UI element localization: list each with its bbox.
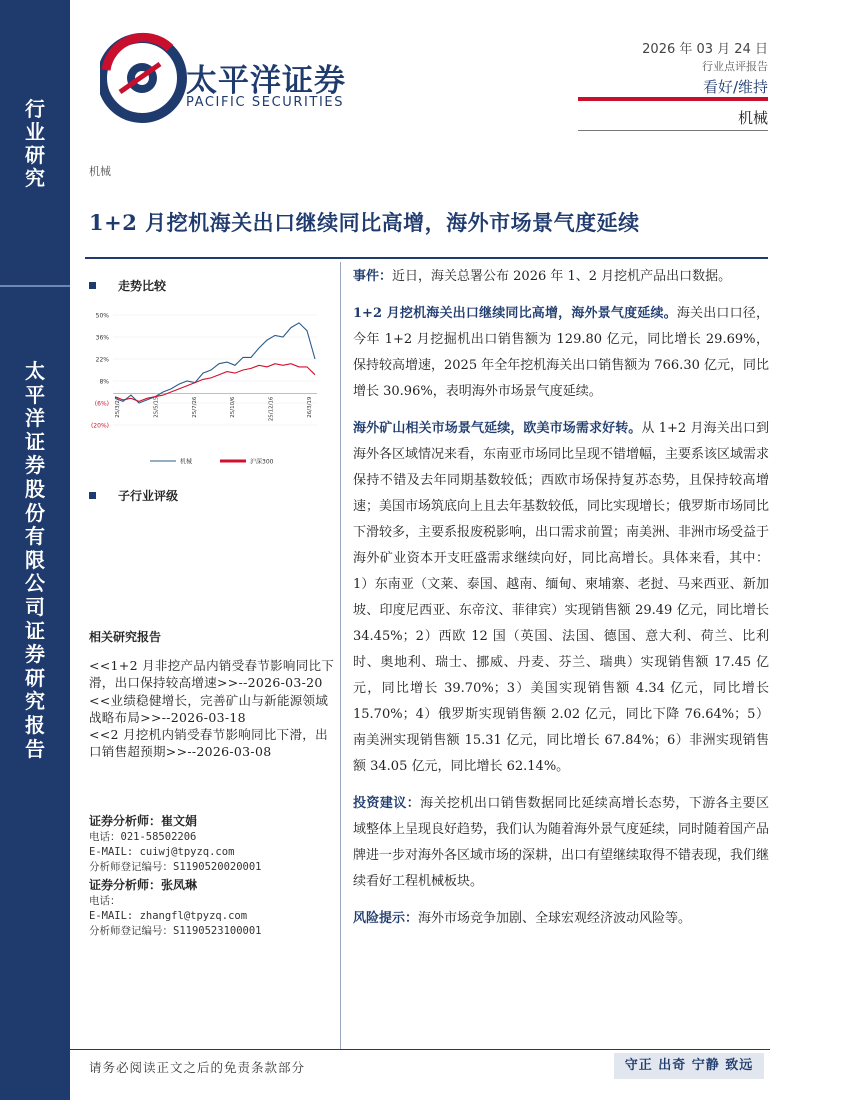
- left-sidebar: [0, 0, 70, 1100]
- x-tick-label: 26/3/19: [307, 396, 313, 418]
- sidebar-category: 行 业 研 究: [25, 97, 45, 190]
- regional-paragraph: [353, 416, 769, 780]
- industry-label: 机械: [737, 109, 768, 127]
- paragraph-heading: 事件：: [353, 269, 393, 284]
- paragraph-heading: 风险提示：: [353, 911, 419, 926]
- page-title: 1+2 月挖机海关出口继续同比高增，海外市场景气度延续: [89, 210, 640, 235]
- y-tick-label: (6%): [94, 400, 109, 408]
- series-line-csi300: [115, 364, 315, 402]
- analyst-name: 证券分析师：崔文娟: [89, 814, 198, 828]
- logo-chinese-name: 太平洋证券: [186, 63, 346, 99]
- report-body: [353, 264, 769, 943]
- y-tick-label: 22%: [95, 356, 109, 364]
- bullet-square-icon: [89, 282, 96, 289]
- x-tick-label: 25/3/24: [115, 396, 121, 418]
- related-report-link[interactable]: <<2 月挖机内销受春节影响同比下滑，出口销售超预期>>--2026-03-08: [89, 727, 328, 760]
- paragraph-text: 海关挖机出口销售数据同比延续高增长态势，下游各主要区域整体上呈现良好趋势，我们认为随着海外景气度延续，同时随着国产品牌进一步对海外各区域市场的深耕，出口有望继续取得不错表现，我们继续看好工程机械板块。: [353, 796, 770, 889]
- investment-paragraph: [353, 791, 769, 895]
- sidebar-divider: [0, 285, 70, 287]
- bullet-square-icon: [89, 492, 96, 499]
- logo-english-name: PACIFIC SECURITIES: [186, 95, 345, 110]
- analyst-phone: 电话：: [89, 894, 121, 907]
- y-tick-label: 50%: [95, 312, 109, 320]
- related-research-list: [89, 657, 337, 761]
- series-line-machinery: [115, 323, 315, 403]
- company-motto: 守正 出奇 宁静 致远: [614, 1053, 764, 1079]
- trend-heading: [89, 277, 166, 294]
- footer-rule: [70, 1049, 770, 1050]
- analyst-info: [89, 812, 339, 939]
- analyst-registration: 分析师登记编号：S1190520020001: [89, 861, 262, 874]
- y-tick-label: 8%: [99, 378, 109, 386]
- related-research-heading: 相关研究报告: [89, 630, 162, 644]
- trend-chart: [85, 305, 335, 475]
- x-tick-label: 25/12/16: [268, 396, 275, 422]
- header-accent-line: [578, 97, 768, 101]
- paragraph-text: 海关出口口径，今年 1+2 月挖掘机出口销售额为 129.80 亿元，同比增长 29.69%，保持较高增速，2025 年全年挖机海关出口销售额为 766.30 亿元，同比增长 30.96%，表明海外市场景气度延续。: [353, 306, 769, 399]
- risk-paragraph: [353, 906, 769, 932]
- legend-label: 机械: [180, 458, 193, 466]
- y-tick-label: (20%): [90, 422, 109, 430]
- paragraph-text: 从 1+2 月海关出口到海外各区域情况来看，东南亚市场同比呈现不错增幅，主要系该区域需求保持不错及去年同期基数较低；西欧市场保持复苏态势，且保持较高增速；美国市场筑底向上且去年基数较低，同比实现增长；俄罗斯市场同比下滑较多，主要系报废税影响，出口需求前置；南美洲、非洲市场受益于海外矿业资本开支旺盛需求继续向好，同比高增长。具体来看，其中：1）东南亚（文莱、泰国、越南、缅甸、柬埔寨、老挝、马来西亚、新加坡、印度尼西亚、东帝汶、菲律宾）实现销售额 29.49 亿元，同比增长 34.45%；2）西欧 12 国（英国、法国、德国、意大利、荷兰、比利时、奥地利、瑞士、挪威、丹麦、芬兰、瑞典）实现销售额 17.45 亿元，同比增长 39.70%；3）美国实现销售额 4.34 亿元，同比增长 15.70%；4）俄罗斯实现销售额 2.02 亿元，同比下降 76.64%；5）南美洲实现销售额 15.31 亿元，同比增长 67.84%；6）非洲实现销售额 34.05 亿元，同比增长 62.14%。: [353, 421, 770, 774]
- x-tick-label: 25/7/26: [191, 396, 198, 418]
- paragraph-text: 近日，海关总署公布 2026 年 1、2 月挖机产品出口数据。: [392, 269, 732, 284]
- analyst-email[interactable]: E-MAIL: zhangfl@tpyzq.com: [89, 909, 248, 922]
- paragraph-heading: 1+2 月挖机海关出口继续同比高增，海外景气度延续。: [353, 306, 677, 321]
- analyst-registration: 分析师登记编号：S1190523100001: [89, 925, 262, 938]
- paragraph-text: 海外市场竞争加剧、全球宏观经济波动风险等。: [418, 911, 692, 926]
- section-label: 机械: [89, 165, 111, 178]
- analyst-name: 证券分析师：张凤琳: [89, 877, 198, 892]
- sidebar-company: 太 平 洋 证 券 股 份 有 限 公 司 证 券 研 究 报 告: [25, 359, 45, 761]
- sub-industry-heading-label: 子行业评级: [118, 489, 179, 503]
- report-date: 2026 年 03 月 24 日: [642, 42, 768, 57]
- related-report-link[interactable]: <<1+2 月非挖产品内销受春节影响同比下滑，出口保持较高增速>>--2026-03-20: [89, 658, 335, 691]
- x-tick-label: 25/10/6: [230, 396, 237, 418]
- paragraph-heading: 投资建议：: [353, 796, 421, 811]
- column-separator: [340, 262, 341, 1050]
- legend-label: 沪深300: [250, 458, 274, 466]
- disclaimer-note: 请务必阅读正文之后的免责条款部分: [89, 1060, 306, 1075]
- title-rule: [85, 257, 768, 259]
- report-type: 行业点评报告: [702, 60, 768, 73]
- header-rule: [578, 130, 768, 131]
- y-tick-label: 36%: [95, 334, 109, 342]
- x-tick-label: 25/5/15: [153, 396, 160, 418]
- trend-heading-label: 走势比较: [118, 279, 167, 293]
- paragraph-heading: 海外矿山相关市场景气延续，欧美市场需求好转。: [353, 421, 642, 436]
- analyst-phone: 电话：021-58502206: [89, 831, 197, 843]
- sub-industry-heading: [89, 487, 178, 504]
- event-paragraph: [353, 264, 769, 290]
- export-paragraph: [353, 301, 769, 405]
- analyst-email[interactable]: E-MAIL: cuiwj@tpyzq.com: [89, 846, 235, 859]
- related-report-link[interactable]: <<业绩稳健增长，完善矿山与新能源领域战略布局>>--2026-03-18: [89, 692, 329, 725]
- industry-rating: 看好/维持: [702, 78, 768, 96]
